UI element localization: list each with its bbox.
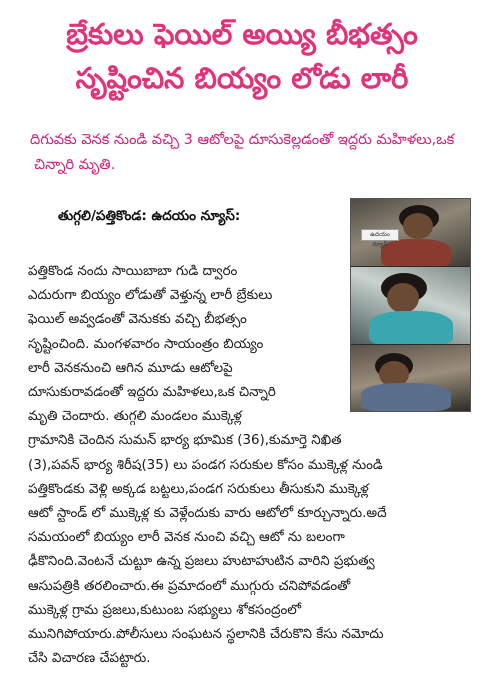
body-line: ఫెయిల్ అవ్వడంతో వెనుకకు వచ్చి బీభత్సం	[28, 312, 247, 328]
body-line: లారీ వెనకనుంచి ఆగిన మూడు ఆటోలపై	[28, 360, 233, 376]
body-line: సమయంలో బియ్యం లారీ వెనక నుంచి వచ్చి ఆటో ను బలంగా	[28, 530, 345, 546]
article-subheadline	[30, 128, 470, 178]
headline-line-2: సృష్టించిన బియ్యం లోడు లారీ	[75, 61, 409, 95]
body-line: మృతి చెందారు. తుగ్గలి మండలం ముక్కెళ్ల	[28, 409, 242, 425]
photo-panel-1	[351, 199, 470, 267]
body-line: గ్రామానికి చెందిన సుమన్ భార్య భూమిక (36),కుమార్తె నిఖిత	[28, 433, 342, 449]
body-line: ఆటో స్టాండ్ లో ముక్కెళ్ల కు వెళ్లేందుకు వారు ఆటోలో కూర్చున్నారు.అదే	[28, 506, 387, 522]
subheadline-line-2: చిన్నారి మృతి.	[34, 157, 116, 173]
body-line: (3),పవన్ భార్య శిరీష(35) లు పండగ సరుకుల కోసం ముక్కెళ్ల నుండి	[28, 457, 383, 473]
body-line: ఎదురుగా బియ్యం లోడుతో వెళ్తున్న లారీ బ్రేకులు	[28, 288, 273, 304]
body-line: మునిగిపోయారు.పోలీసులు సంఘటన స్థలానికి చేరుకొని కేసు నమోదు	[28, 627, 384, 643]
article-body	[28, 260, 468, 671]
body-line: చేసి విచారణ చేపట్టారు.	[28, 651, 151, 667]
body-line: ఆసుపత్రికి తరలించారు.ఈ ప్రమాదంలో ముగ్గురు చనిపోవడంతో	[28, 578, 351, 594]
subheadline-line-1: దిగువకు వెనక నుండి వచ్చి 3 ఆటోలపై దూసుకెల్లడంతో ఇద్దరు మహిళలు,ఒక	[30, 132, 455, 148]
article-dateline: తుగ్గలి/పత్తికొండ: ఉదయం న్యూస్:	[58, 208, 241, 224]
body-line: ఢీకొనింది.వెంటనే చుట్టూ ఉన్న ప్రజలు హుటాహుటిన వారిని ప్రభుత్వ	[28, 554, 375, 570]
body-line: దూసుకురావడంతో ఇద్దరు మహిళలు,ఒక చిన్నారి	[28, 385, 276, 401]
body-line: పత్తికొండకు వెళ్లి అక్కడ బట్టలు,పండగ సరుకులు తీసుకుని ముక్కెళ్ల	[28, 481, 369, 497]
body-line: సృష్టించింది. మంగళవారం సాయంత్రం బియ్యం	[28, 336, 264, 352]
body-line: ముక్కెళ్ల గ్రామ ప్రజలు,కుటుంబ సభ్యులు శోకసంద్రంలో	[28, 602, 302, 618]
photo-caption-tag: ఉదయం న్యూస్	[361, 229, 399, 241]
photo-face	[403, 213, 433, 239]
body-line: పత్తికొండ నందు సాయిబాబా గుడి ద్వారం	[28, 264, 238, 279]
headline-line-1: బ్రేకులు ఫెయిల్ అయ్యి బీభత్సం	[66, 17, 418, 51]
article-headline	[14, 12, 470, 100]
